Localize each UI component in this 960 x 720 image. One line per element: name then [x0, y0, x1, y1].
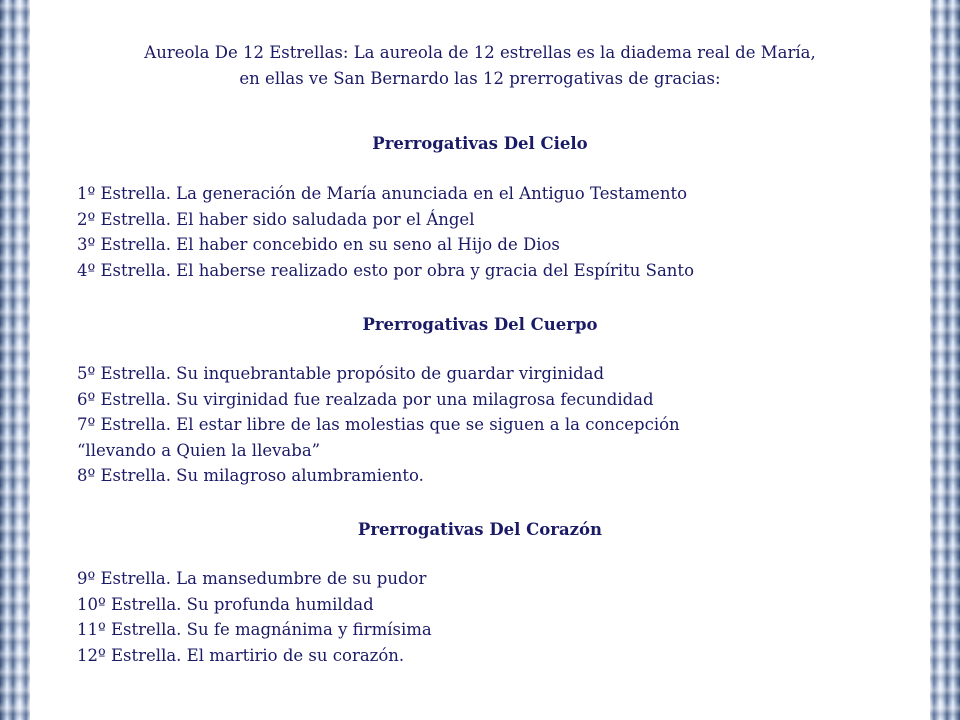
list-item: 2º Estrella. El haber sido saludada por el Ángel	[77, 209, 475, 229]
right-decorative-border	[930, 0, 960, 720]
list-cielo	[77, 181, 920, 283]
list-item: 7º Estrella. El estar libre de las molestias que se siguen a la concepción	[77, 415, 680, 434]
left-decorative-border	[0, 0, 30, 720]
list-item: 6º Estrella. Su virginidad fue realzada por una milagrosa fecundidad	[77, 389, 654, 409]
slide-content	[40, 0, 920, 720]
list-item: 3º Estrella. El haber concebido en su seno al Hijo de Dios	[77, 235, 560, 254]
list-item: “llevando a Quien la llevaba”	[77, 440, 321, 460]
list-item: 8º Estrella. Su milagroso alumbramiento.	[77, 466, 424, 485]
section-heading-corazon: Prerrogativas Del Corazón	[357, 520, 603, 539]
list-item: 11º Estrella. Su fe magnánima y firmísima	[77, 620, 432, 639]
list-item: 1º Estrella. La generación de María anunciada en el Antiguo Testamento	[77, 184, 688, 203]
list-item: 10º Estrella. Su profunda humildad	[77, 594, 374, 614]
section-heading-cielo: Prerrogativas Del Cielo	[372, 134, 588, 153]
section-heading-cuerpo: Prerrogativas Del Cuerpo	[362, 315, 598, 334]
intro-line-1: Aureola De 12 Estrellas: La aureola de 12 estrellas es la diadema real de María,	[144, 43, 816, 62]
list-item: 12º Estrella. El martirio de su corazón.	[77, 645, 405, 665]
intro-line-2: en ellas ve San Bernardo las 12 prerrogativas de gracias:	[239, 69, 721, 88]
intro-paragraph	[40, 40, 920, 92]
list-cuerpo	[77, 361, 920, 489]
list-item: 4º Estrella. El haberse realizado esto por obra y gracia del Espíritu Santo	[77, 260, 695, 280]
list-item: 5º Estrella. Su inquebrantable propósito de guardar virginidad	[77, 364, 605, 383]
list-corazon	[77, 566, 920, 668]
list-item: 9º Estrella. La mansedumbre de su pudor	[77, 569, 427, 588]
